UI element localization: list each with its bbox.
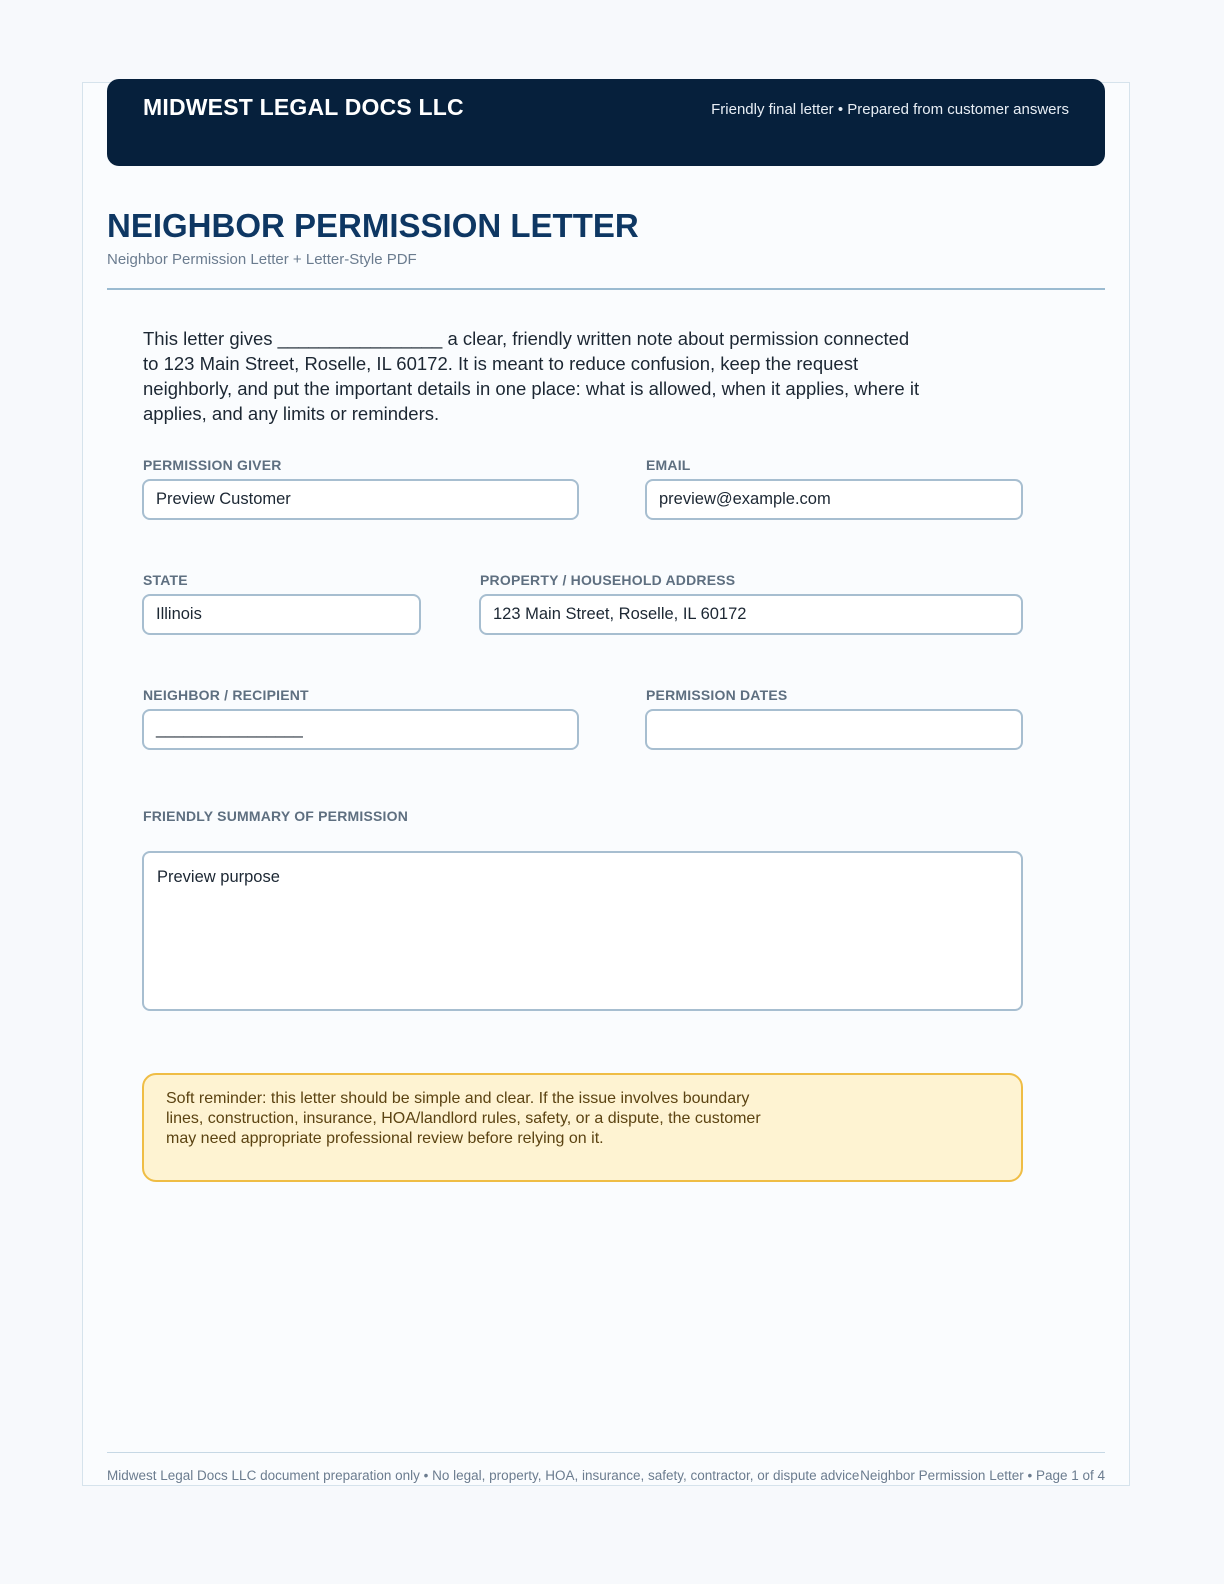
address-label: PROPERTY / HOUSEHOLD ADDRESS	[480, 572, 736, 588]
footer-page-info: Neighbor Permission Letter • Page 1 of 4	[860, 1468, 1105, 1483]
page-sheet	[82, 82, 1130, 1486]
permission-dates-label: PERMISSION DATES	[646, 687, 788, 703]
reminder-text: Soft reminder: this letter should be simple and clear. If the issue involves boundary lines, construction, insurance, HOA/landlord rules, safety, or a dispute, the customer may need appropriate professional review before relying on it.	[166, 1090, 761, 1147]
document-title: NEIGHBOR PERMISSION LETTER	[107, 207, 639, 244]
state-field[interactable]: Illinois	[142, 594, 421, 635]
reminder-box	[142, 1073, 1023, 1182]
footer-divider	[107, 1452, 1105, 1453]
title-divider	[107, 288, 1105, 290]
header-tagline: Friendly final letter • Prepared from customer answers	[711, 101, 1069, 118]
permission-giver-label: PERMISSION GIVER	[143, 457, 282, 473]
email-field[interactable]: preview@example.com	[645, 479, 1023, 520]
state-label: STATE	[143, 572, 188, 588]
intro-paragraph: This letter gives ________________ a clear, friendly written note about permission connected to 123 Main Street, Roselle, IL 60172. It is meant to reduce confusion, keep the request neighborly, and put the important details in one place: what is allowed, when it applies, where it applies, and any limits or reminders.	[143, 328, 920, 424]
permission-dates-field[interactable]	[645, 709, 1023, 750]
summary-textarea[interactable]: Preview purpose	[142, 851, 1023, 1011]
recipient-field[interactable]: ________________	[142, 709, 579, 750]
summary-label: FRIENDLY SUMMARY OF PERMISSION	[143, 808, 409, 824]
header-bar	[107, 79, 1105, 166]
recipient-label: NEIGHBOR / RECIPIENT	[143, 687, 309, 703]
footer-disclaimer: Midwest Legal Docs LLC document preparation only • No legal, property, HOA, insurance, safety, contractor, or dispute advice	[107, 1468, 860, 1483]
brand-name: MIDWEST LEGAL DOCS LLC	[143, 94, 464, 120]
address-field[interactable]: 123 Main Street, Roselle, IL 60172	[479, 594, 1023, 635]
permission-giver-field[interactable]: Preview Customer	[142, 479, 579, 520]
document-subtitle: Neighbor Permission Letter + Letter-Style PDF	[107, 251, 417, 268]
email-label: EMAIL	[646, 457, 691, 473]
